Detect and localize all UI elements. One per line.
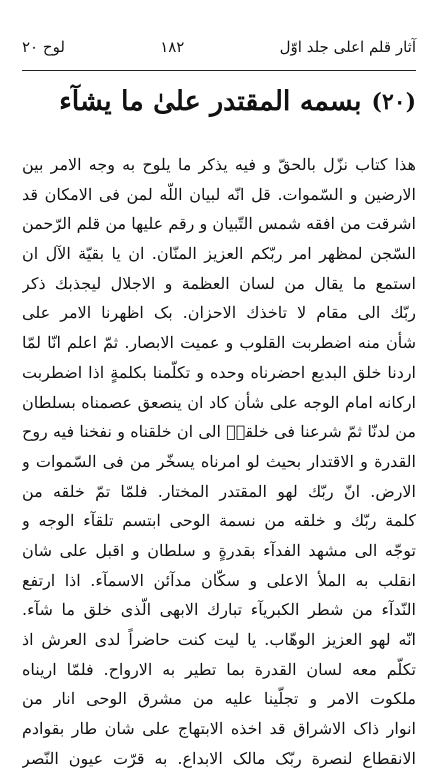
text-line: ربّك الى مقام لا تاخذك الاحزان. بک اظهرنا الامر على [22, 303, 416, 323]
text-line: القدرة و الاقتدار بحيث لو امرناه يسخّر من فى السّموات و [22, 451, 416, 471]
text-line: ملكوت الامر و تجلّينا عليه من مشرق الوحى انار من [22, 689, 416, 709]
text-line: انّه لهو العزيز الوهّاب. يا ليت كنت حاضراً لدى العرش اذ [22, 630, 416, 649]
body-text [22, 150, 416, 773]
text-line: هذا كتاب نزّل بالحقّ و فيه يذكر ما يلوح به وجه الامر بين [22, 155, 416, 174]
text-line: الارض. انّ ربّك لهو المقتدر المختار. فلمّا تمّ خلقه من [22, 481, 416, 501]
text-line: النّدآء من شطر الكبريآء تبارك الابهى الّذى خلق ما شآء. [22, 600, 416, 620]
tablet-title: بسمه المقتدر علىٰ ما يشآء [59, 86, 362, 117]
text-line: كلمة ربّك و خلقه من نسمة الوحى ابتسم تلقآء الوجه و [22, 511, 416, 531]
page-number: ١٨٢ [160, 38, 185, 56]
text-line: تكلّم معه لسان القدرة بما تطير به الارواح. فلمّا اريناه [22, 659, 416, 679]
text-line: اشرقت من افقه شمس التّبيان و رقم عليها من قلم الرّحمن [22, 214, 416, 234]
book-title: آثار قلم اعلى جلد اوّل [279, 38, 416, 56]
tablet-reference: لوح ٢٠ [22, 38, 65, 56]
text-line: من لدنّا ثمّ شرعنا فى خلقهٖ الى ان خلقناه و نفخنا فيه روح [22, 422, 416, 442]
tablet-heading [22, 86, 416, 117]
text-line: انقلب به الملأ الاعلى و سكّان مدآئن الاسمآء. اذا ارتفع [22, 570, 416, 590]
text-line: الارضين و السّموات. قل انّه لبيان اللّه لمن فى الامكان قد [22, 184, 416, 204]
tablet-number: (٢٠) [371, 88, 416, 115]
text-line: انوار ذاک الاشراق قد اخذه الابتهاج على شان طار بقوادم [22, 719, 416, 739]
text-line: اركانه امام الوجه على شأن كاد ان ينصعق عصمناه بسلطان [22, 392, 416, 412]
text-line: استمع ما يقال من لسان العظمة و الاجلال ليجذبك ذكر [22, 273, 416, 293]
text-line: الانقطاع لنصرة ربّک مالک الابداع. به قرّت عيون النّصر [22, 748, 416, 768]
running-header [22, 38, 416, 56]
header-divider [22, 70, 416, 71]
text-line: شأن منه اضطربت القلوب و عميت الابصار. ثمّ اعلم انّا لمّا [22, 333, 416, 353]
text-line: اردنا خلق البديع احضرناه وحده و تكلّمنا بكلمةٍ اذا اضطربت [22, 362, 416, 382]
text-line: السّجن لمظهر امر ربّكم العزيز المنّان. ان يا بقيّة الآل ان [22, 244, 416, 264]
text-line: توجّه الى مشهد الفدآء بقدرةٍ و سلطان و اقبل على شان [22, 540, 416, 560]
